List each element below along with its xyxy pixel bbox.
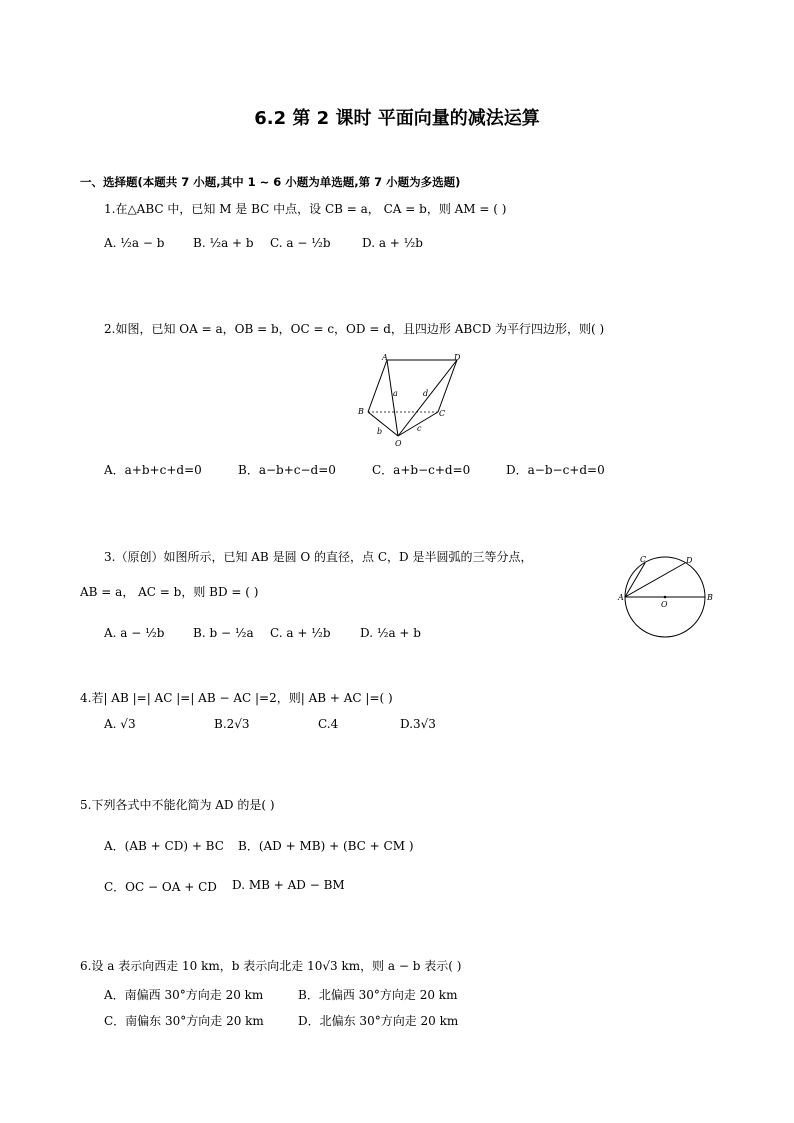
figure-label-B: B	[358, 407, 364, 416]
figure-label-O: O	[395, 439, 402, 448]
section-heading: 一、选择题(本题共 7 小题,其中 1 ~ 6 小题为单选题,第 7 小题为多选题)	[80, 175, 461, 189]
figure-label-d: d	[423, 389, 429, 398]
question-1-option-b: B. ½a + b	[193, 236, 254, 250]
question-3-option-b: B. b − ½a	[193, 626, 254, 640]
question-2-option-c: C．a+b−c+d=0	[372, 463, 471, 477]
figure-label-C: C	[640, 555, 647, 564]
figure-label-A: A	[618, 593, 624, 602]
question-3-stem-line1: 3.（原创）如图所示，已知 AB 是圆 O 的直径，点 C，D 是半圆弧的三等分点，	[104, 550, 533, 564]
question-2-stem: 2.如图，已知 OA = a，OB = b，OC = c，OD = d，且四边形 ABCD 为平行四边形，则( )	[104, 322, 605, 336]
question-3-stem-line2: AB = a， AC = b，则 BD = ( )	[80, 585, 259, 599]
question-2-option-b: B．a−b+c−d=0	[238, 463, 336, 477]
question-4-option-c: C.4	[318, 717, 339, 731]
figure-label-c: c	[417, 424, 422, 433]
question-6-option-b: B．北偏西 30°方向走 20 km	[298, 988, 458, 1002]
question-3-option-d: D. ½a + b	[360, 626, 421, 640]
question-6-option-a: A．南偏西 30°方向走 20 km	[104, 988, 264, 1002]
question-1-option-a: A. ½a − b	[104, 236, 165, 250]
question-3-option-c: C. a + ½b	[270, 626, 331, 640]
question-2-option-d: D．a−b−c+d=0	[506, 463, 605, 477]
question-1-option-d: D. a + ½b	[362, 236, 423, 250]
question-5-option-c: C．OC − OA + CD	[104, 880, 217, 894]
question-3-option-a: A. a − ½b	[104, 626, 165, 640]
figure-label-a: a	[393, 389, 398, 398]
question-5-option-a: A．(AB + CD) + BC	[104, 839, 224, 853]
question-5-option-b: B．(AD + MB) + (BC + CM )	[238, 839, 414, 853]
question-4-stem: 4.若| AB |=| AC |=| AB − AC |=2，则| AB + AC |=( )	[80, 691, 393, 705]
question-4-option-d: D.3√3	[400, 717, 436, 731]
question-4-option-a: A. √3	[104, 717, 136, 731]
figure-label-D: D	[686, 556, 693, 565]
question-6-option-c: C．南偏东 30°方向走 20 km	[104, 1014, 264, 1028]
question-1-option-c: C. a − ½b	[270, 236, 331, 250]
question-5-stem: 5.下列各式中不能化简为 AD 的是( )	[80, 798, 275, 812]
question-5-option-d: D. MB + AD − BM	[232, 878, 345, 892]
question-3-figure	[616, 550, 716, 642]
question-6-stem: 6.设 a 表示向西走 10 km，b 表示向北走 10√3 km，则 a − b 表示( )	[80, 959, 462, 973]
figure-label-B: B	[707, 593, 713, 602]
figure-label-b: b	[377, 427, 383, 436]
question-2-figure	[350, 350, 470, 450]
question-4-option-b: B.2√3	[214, 717, 250, 731]
figure-label-C: C	[439, 409, 446, 418]
question-6-option-d: D．北偏东 30°方向走 20 km	[298, 1014, 459, 1028]
figure-label-D: D	[454, 353, 461, 362]
question-2-option-a: A．a+b+c+d=0	[104, 463, 202, 477]
figure-label-O: O	[661, 600, 668, 609]
page-title: 6.2 第 2 课时 平面向量的减法运算	[254, 108, 540, 129]
figure-label-A: A	[382, 353, 388, 362]
question-1-stem: 1.在△ABC 中，已知 M 是 BC 中点，设 CB = a， CA = b，则 AM = ( )	[104, 202, 507, 216]
